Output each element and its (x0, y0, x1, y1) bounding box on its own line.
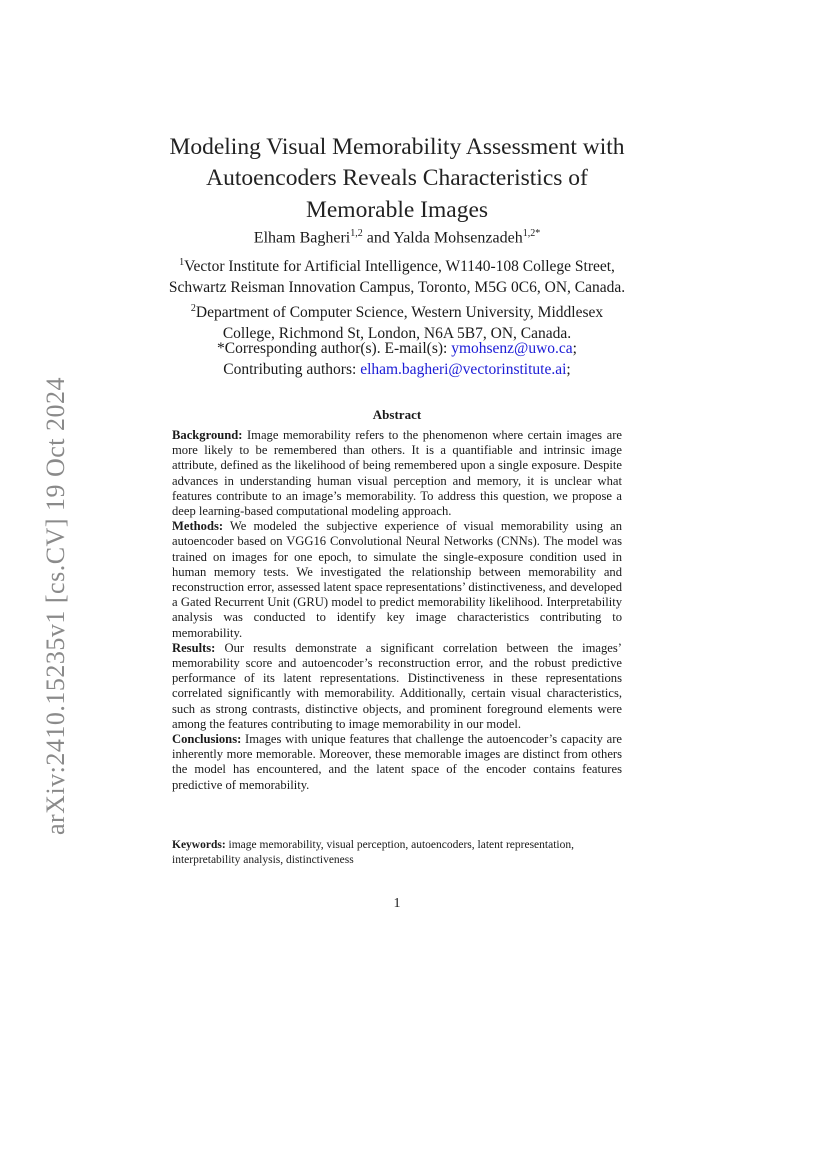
contact-info (140, 338, 654, 380)
page-number: 1 (393, 896, 401, 911)
affiliation-line: College, Richmond St, London, N6A 5B7, ON, Canada. (222, 325, 572, 343)
affiliation-marker: 2 (190, 303, 196, 315)
abstract-conclusions (172, 732, 622, 793)
abstract-methods (172, 519, 622, 641)
abstract-body (172, 428, 622, 793)
keywords-label: Keywords: (172, 839, 226, 851)
affiliation-line: Schwartz Reisman Innovation Campus, Toronto, M5G 0C6, ON, Canada. (168, 279, 626, 297)
affiliation-line: Vector Institute for Artificial Intelligence, W1140-108 College Street, (184, 258, 615, 276)
contributing-label: Contributing authors: (223, 361, 361, 378)
title-line-2: Autoencoders Reveals Characteristics of (206, 165, 588, 192)
affiliations (120, 252, 674, 344)
abstract-results (172, 641, 622, 732)
section-label: Conclusions: (172, 732, 242, 747)
author-name: Elham Bagheri (253, 229, 351, 247)
title-line-3: Memorable Images (305, 196, 489, 223)
arxiv-side-stamp (38, 366, 74, 846)
punctuation: ; (566, 361, 571, 378)
keywords-text: image memorability, visual perception, autoencoders, latent representation, interpretability analysis, distinctiveness (172, 839, 574, 866)
author-affiliation-marker: 1,2 (350, 228, 363, 239)
author-affiliation-marker: 1,2* (522, 228, 541, 239)
author-list (140, 224, 654, 248)
author-name: Yalda Mohsenzadeh (393, 229, 523, 247)
section-text: Images with unique features that challenge the autoencoder’s capacity are inherently more memorable. Moreover, these memorable images are distinct from others the model has encountered, and the latent space of the encoder contains features predictive of memorability. (172, 732, 622, 792)
title-line-1: Modeling Visual Memorability Assessment with (169, 133, 625, 160)
affiliation-line: Department of Computer Science, Western University, Middlesex (195, 304, 604, 322)
section-label: Methods: (172, 519, 224, 534)
affiliation-marker: 1 (179, 257, 185, 268)
author-connector: and (362, 229, 394, 247)
corresponding-email-link[interactable]: ymohsenz@uwo.ca (451, 340, 573, 357)
section-label: Results: (172, 640, 216, 655)
keywords (172, 838, 622, 867)
section-label: Background: (172, 428, 243, 442)
paper-title (140, 132, 654, 227)
section-text: Our results demonstrate a significant correlation between the images’ memorability score and autoencoder’s reconstruction error, and the robust predictive performance of its latent representations. Distinctiveness in these representations correlated significantly with memorability. Additionally, certain visual characteristics, such as strong contrasts, distinctive objects, and prominent foreground elements were among the features contributing to image memorability in our model. (172, 640, 622, 731)
section-text: We modeled the subjective experience of visual memorability using an autoencoder based on VGG16 Convolutional Neural Networks (CNNs). The model was trained on images for one epoch, to simulate the single-exposure condition used in human memory tests. We investigated the relationship between memorability and reconstruction error, assessed latent space representations’ distinctiveness, and developed a Gated Recurrent Unit (GRU) model to predict memorability likelihood. Interpretability analysis was conducted to identify key image characteristics contributing to memorability. (172, 519, 622, 640)
punctuation: ; (572, 340, 577, 357)
contributing-email-link[interactable]: elham.bagheri@vectorinstitute.ai (360, 361, 567, 378)
corresponding-label: *Corresponding author(s). E-mail(s): (217, 340, 452, 357)
abstract-heading: Abstract (372, 407, 422, 422)
arxiv-identifier: arXiv:2410.15235v1 [cs.CV] 19 Oct 2024 (41, 376, 70, 836)
abstract-background (172, 428, 622, 519)
section-text: Image memorability refers to the phenomenon where certain images are more likely to be remembered than others. It is a quantifiable and intrinsic image attribute, defined as the likelihood of being remembered upon a single exposure. Despite advances in understanding human visual perception and memory, it is unclear what features contribute to an image’s memorability. To address this question, we propose a deep learning-based computational modeling approach. (172, 428, 622, 519)
